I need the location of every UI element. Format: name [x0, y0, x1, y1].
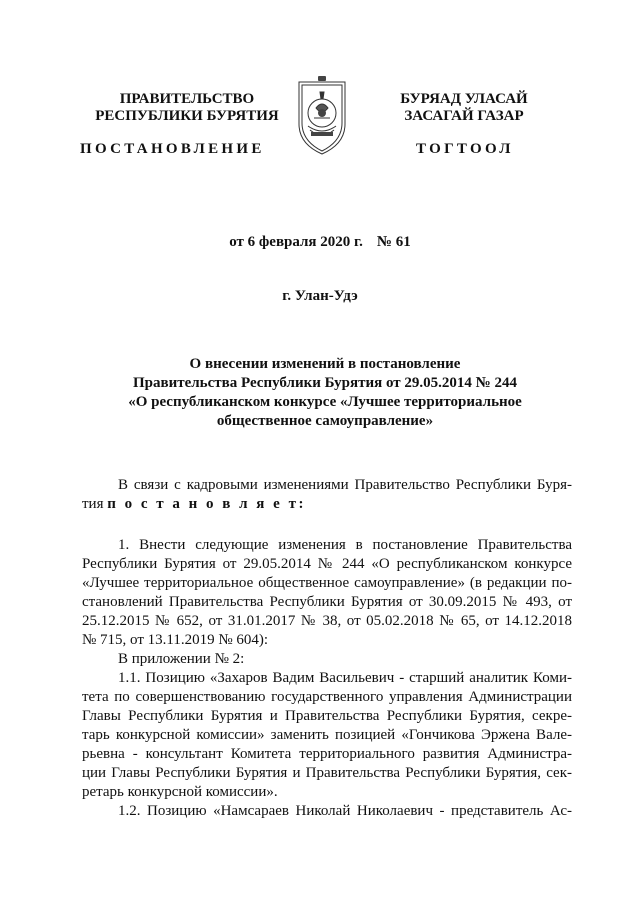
text-line: Главы Республики Бурятия и Правительства Республики Бурятия, секре-	[82, 708, 572, 724]
text-line: тета по совершенствованию государственного управления Администрации	[82, 689, 572, 705]
text-line: В связи с кадровыми изменениями Правительство Республики Буря-	[118, 477, 572, 493]
org-line: РЕСПУБЛИКИ БУРЯТИЯ	[95, 108, 279, 124]
header-right-org	[374, 91, 554, 125]
text-line: 25.12.2015 № 652, от 31.01.2017 № 38, от 05.02.2018 № 65, от 14.12.2018	[82, 613, 572, 629]
org-line: БУРЯАД УЛАСАЙ	[400, 91, 528, 107]
text-line: тарь конкурсной комиссии» заменить позицией «Гончикова Эржена Вале-	[82, 727, 572, 743]
text-line: 1. Внести следующие изменения в постановление Правительства	[118, 537, 572, 553]
doctype-bua: ТОГТООЛ	[416, 141, 514, 157]
text-line: ции Главы Республики Бурятия и Правительства Республики Бурятия, сек-	[82, 765, 572, 781]
title-line: О внесении изменений в постановление	[189, 356, 461, 372]
title-line: общественное самоуправление»	[216, 413, 434, 429]
org-line: ЗАСАГАЙ ГАЗАР	[404, 108, 524, 124]
intro-paragraph	[82, 476, 572, 514]
text-line: 1.2. Позицию «Намсараев Николай Николаевич - представитель Ас-	[118, 803, 572, 819]
document-number: № 61	[376, 234, 411, 250]
text-line	[82, 495, 572, 514]
text-line: 1.1. Позицию «Захаров Вадим Васильевич - старший аналитик Коми-	[118, 670, 572, 686]
text-line: В приложении № 2:	[118, 651, 245, 667]
date-number-line	[0, 234, 640, 251]
text-fragment: тия	[82, 496, 108, 512]
text-line: «Лучшее территориальное общественное самоуправление» (в редакции по-	[82, 575, 572, 591]
text-line: № 715, от 13.11.2019 № 604):	[82, 632, 269, 648]
document-city: г. Улан-Удэ	[282, 288, 358, 304]
text-line: ретарь конкурсной комиссии».	[82, 784, 278, 800]
text-line: Республики Бурятия от 29.05.2014 № 244 «О республиканском конкурсе	[82, 556, 572, 572]
coat-of-arms-buryatia-icon	[296, 74, 348, 156]
title-line: «О республиканском конкурсе «Лучшее территориальное	[128, 394, 522, 410]
document-title	[90, 355, 560, 431]
text-line: становлений Правительства Республики Бурятия от 30.09.2015 № 493, от	[82, 594, 572, 610]
text-line: рьевна - консультант Комитета территориального развития Администра-	[82, 746, 572, 762]
org-line: ПРАВИТЕЛЬСТВО	[119, 91, 255, 107]
decree-keyword: п о с т а н о в л я е т:	[107, 496, 306, 512]
doctype-ru: ПОСТАНОВЛЕНИЕ	[80, 141, 265, 157]
document-date: от 6 февраля 2020 г.	[229, 234, 363, 250]
title-line: Правительства Республики Бурятия от 29.05.2014 № 244	[132, 375, 517, 391]
header-left-org	[92, 91, 282, 125]
decree-body	[82, 536, 572, 821]
